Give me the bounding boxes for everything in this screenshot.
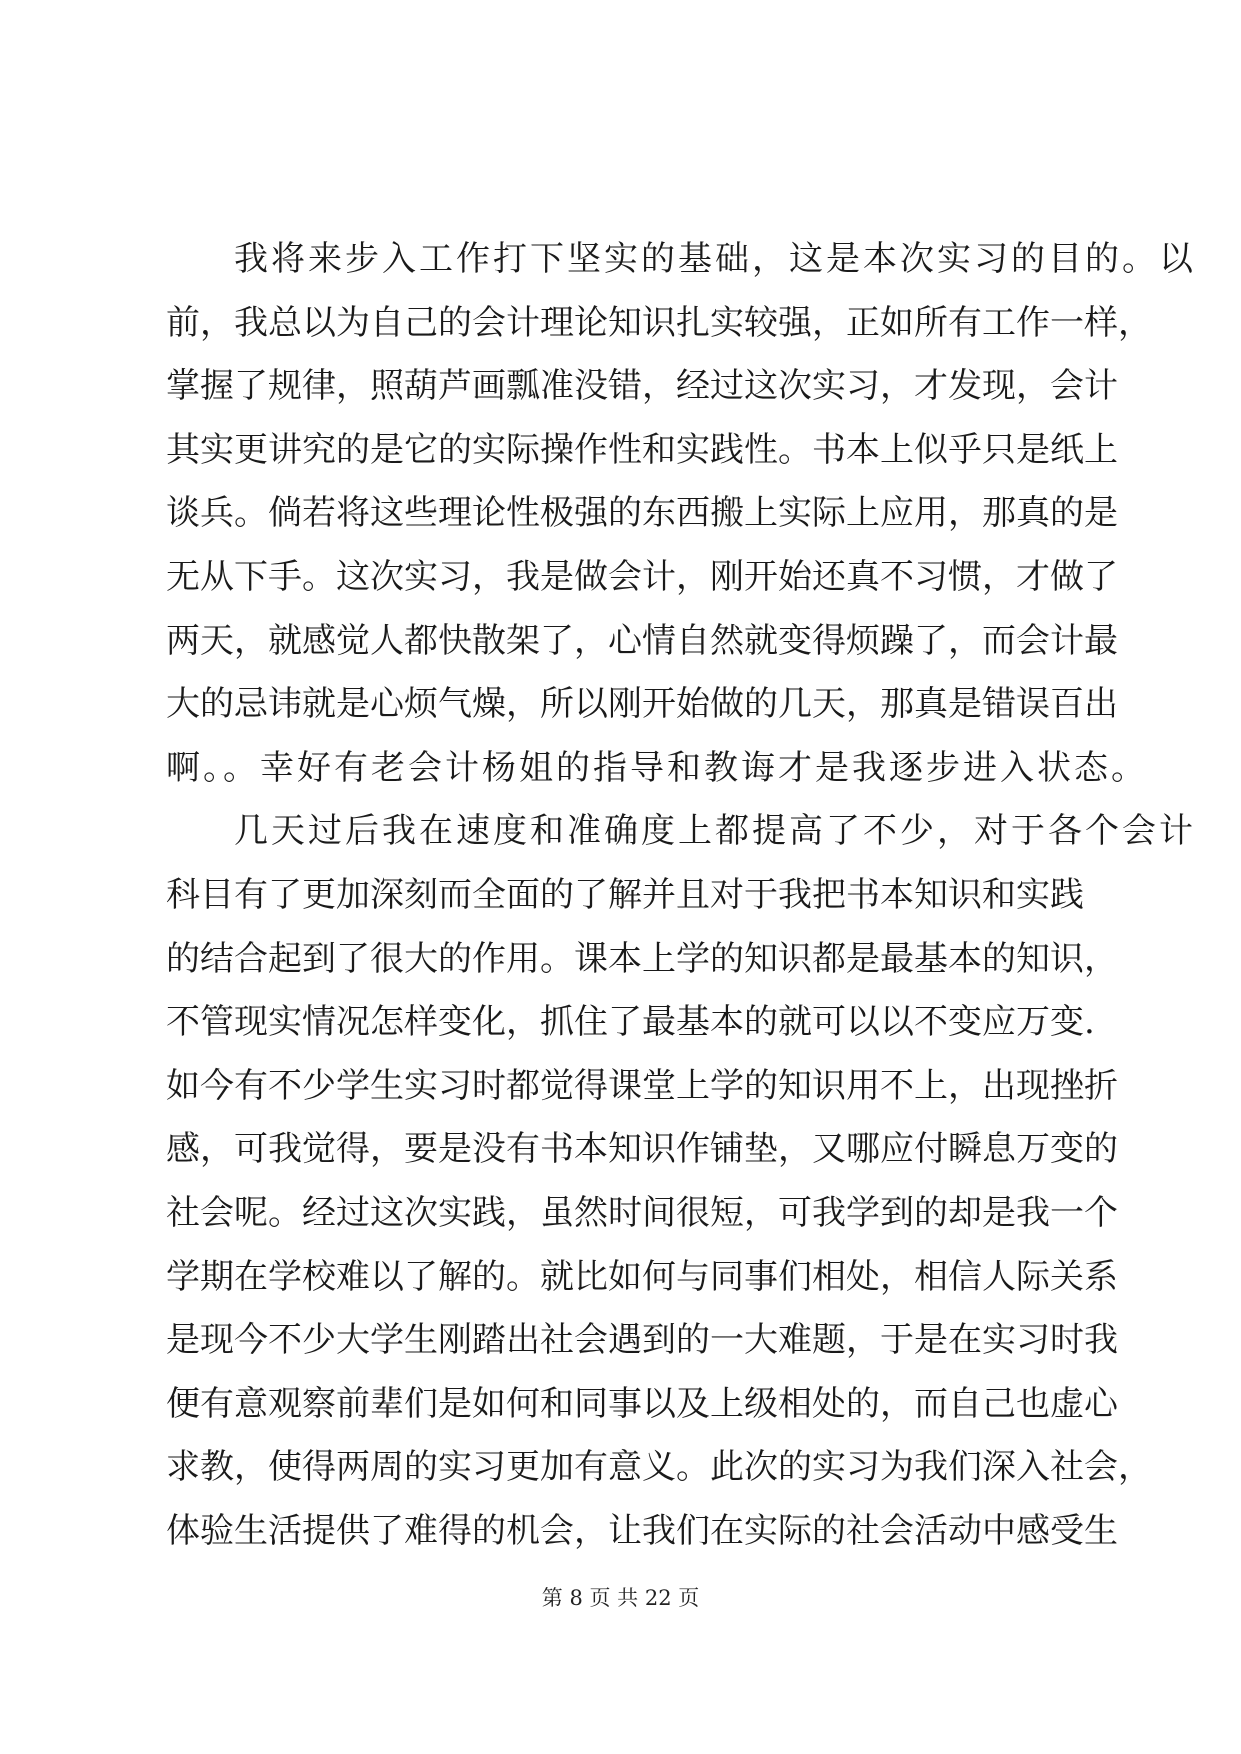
text-line: 掌握了规律，照葫芦画瓢准没错，经过这次实习，才发现，会计 <box>166 366 1118 407</box>
text-line: 科目有了更加深刻而全面的了解并且对于我把书本知识和实践 <box>166 874 1084 915</box>
text-line: 如今有不少学生实习时都觉得课堂上学的知识用不上，出现挫折 <box>166 1065 1118 1106</box>
body-text <box>166 228 1196 1563</box>
text-line: 是现今不少大学生刚踏出社会遇到的一大难题，于是在实习时我 <box>166 1320 1118 1361</box>
text-line: 谈兵。倘若将这些理论性极强的东西搬上实际上应用，那真的是 <box>166 493 1118 534</box>
text-line: 几天过后我在速度和准确度上都提高了不少，对于各个会计 <box>234 811 1196 852</box>
text-line: 便有意观察前辈们是如何和同事以及上级相处的，而自己也虚心 <box>166 1383 1118 1424</box>
text-line: 啊。。幸好有老会计杨姐的指导和教诲才是我逐步进入状态。 <box>166 747 1148 788</box>
page-number: 第 8 页 共 22 页 <box>541 1586 700 1610</box>
text-line: 感，可我觉得，要是没有书本知识作铺垫，又哪应付瞬息万变的 <box>166 1129 1118 1170</box>
text-line: 两天，就感觉人都快散架了，心情自然就变得烦躁了，而会计最 <box>166 620 1118 661</box>
text-line: 求教，使得两周的实习更加有意义。此次的实习为我们深入社会， <box>166 1447 1152 1488</box>
text-line: 不管现实情况怎样变化，抓住了最基本的就可以以不变应万变. <box>166 1002 1095 1043</box>
text-line: 学期在学校难以了解的。就比如何与同事们相处，相信人际关系 <box>166 1256 1118 1297</box>
text-line: 前，我总以为自己的会计理论知识扎实较强，正如所有工作一样， <box>166 302 1152 343</box>
text-line: 体验生活提供了难得的机会，让我们在实际的社会活动中感受生 <box>166 1510 1118 1551</box>
text-line: 无从下手。这次实习，我是做会计，刚开始还真不习惯，才做了 <box>166 556 1118 597</box>
text-line: 的结合起到了很大的作用。课本上学的知识都是最基本的知识， <box>166 938 1118 979</box>
text-line: 我将来步入工作打下坚实的基础，这是本次实习的目的。以 <box>234 239 1196 279</box>
text-line: 社会呢。经过这次实践，虽然时间很短，可我学到的却是我一个 <box>166 1192 1118 1233</box>
text-line: 其实更讲究的是它的实际操作性和实践性。书本上似乎只是纸上 <box>166 429 1118 470</box>
text-line: 大的忌讳就是心烦气燥，所以刚开始做的几天，那真是错误百出 <box>166 684 1118 725</box>
